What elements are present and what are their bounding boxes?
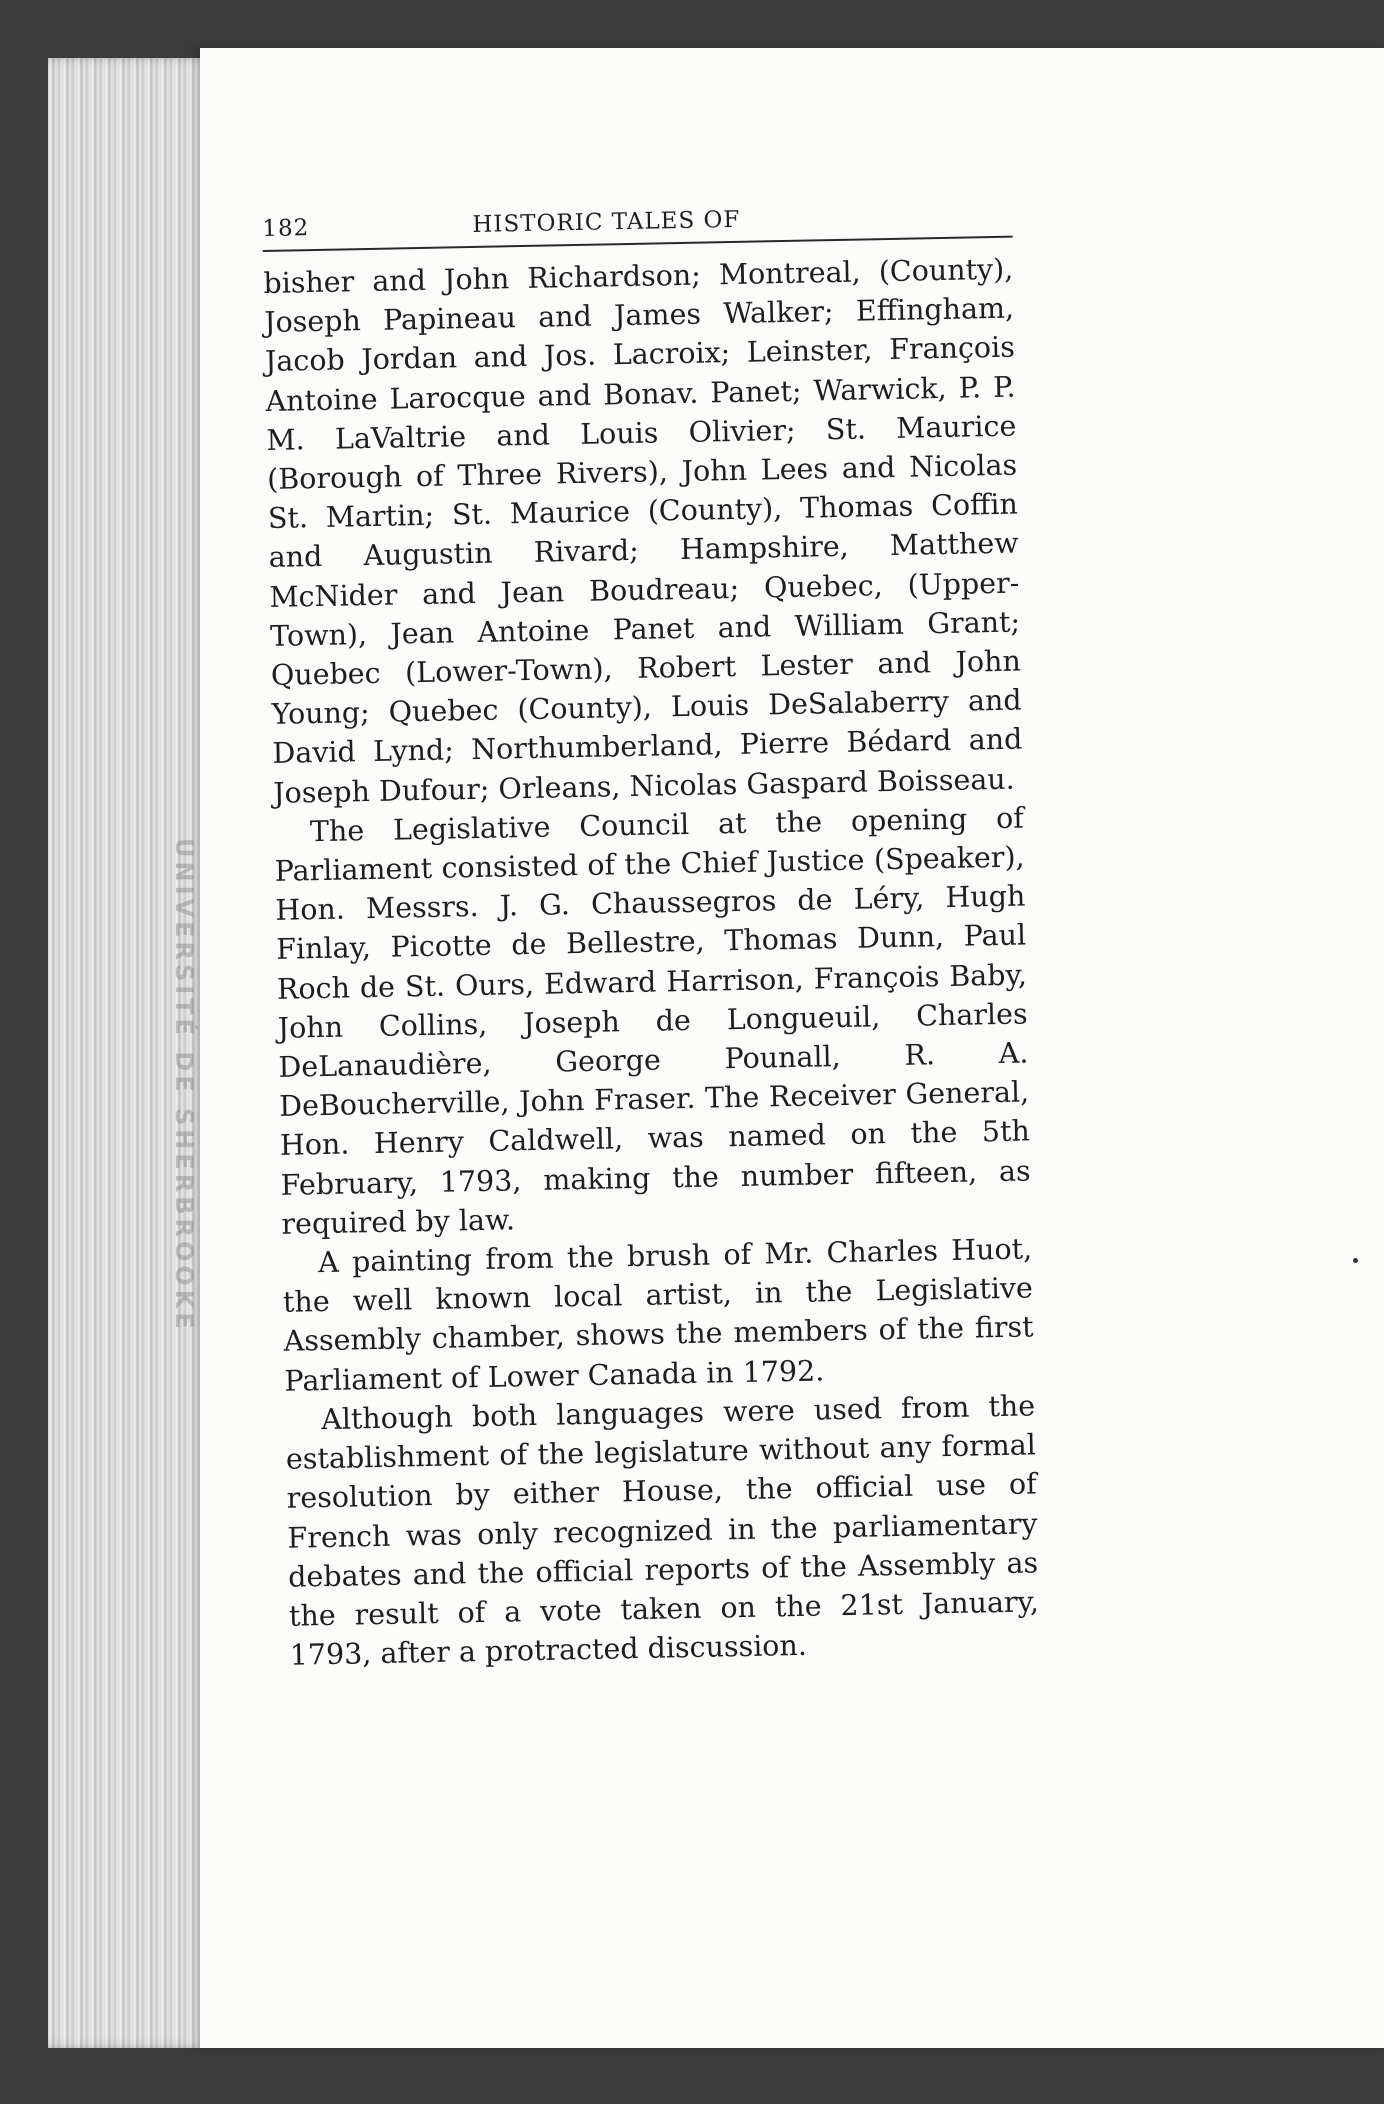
paragraph-2: The Legislative Council at the opening of Parliament consisted of the Chief Justice (Speaker), Hon. Messrs. J. G. Chaussegros de Léry, Hugh Finlay, Picotte de Bellestre, Thomas Dunn, Paul Roch de St. Ours, Edward Harrison, François Baby, John Collins, Joseph de Longueuil, Charles DeLanaudière, George Pounall, R. A. DeBoucherville, John Fraser. The Receiver General, Hon. Henry Caldwell, was named on the 5th February, 1793, making the number fifteen, as required by law. <box>274 801 1031 1241</box>
stamp-line-2: UNIVERSITÉ DE SHERBROOKE <box>170 838 198 1333</box>
body-text <box>263 250 1040 1675</box>
ink-speck <box>1353 1258 1358 1263</box>
paragraph-4: Although both languages were used from the establishment of the legislature without any formal resolution by either House, the official use of French was only recognized in the parliamentary debates and the official reports of the Assembly as the result of a vote taken on the 21st January, 1793, after a protracted discussion. <box>285 1389 1040 1672</box>
paragraph-1: bisher and John Richardson; Montreal, (County), Joseph Papineau and James Walker; Effingham, Jacob Jordan and Jos. Lacroix; Leinster, François Antoine Larocque and Bonav. Panet; Warwick, P. P. M. LaValtrie and Louis Olivier; St. Maurice (Borough of Three Rivers), John Lees and Nicolas St. Martin; St. Maurice (County), Thomas Coffin and Augustin Rivard; Hampshire, Matthew McNider and Jean Boudreau; Quebec, (Upper-Town), Jean Antoine Panet and William Grant; Quebec (Lower-Town), Robert Lester and John Young; Quebec (County), Louis DeSalaberry and David Lynd; Northumberland, Pierre Bédard and Joseph Dufour; Orleans, Nicolas Gaspard Boisseau. <box>263 252 1023 810</box>
page-content <box>262 196 1040 1675</box>
paragraph-3: A painting from the brush of Mr. Charles Huot, the well known local artist, in the Legislative Assembly chamber, shows the members of the first Parliament of Lower Canada in 1792. <box>282 1232 1034 1398</box>
page-number: 182 <box>262 215 310 242</box>
running-title: HISTORIC TALES OF <box>472 206 741 238</box>
